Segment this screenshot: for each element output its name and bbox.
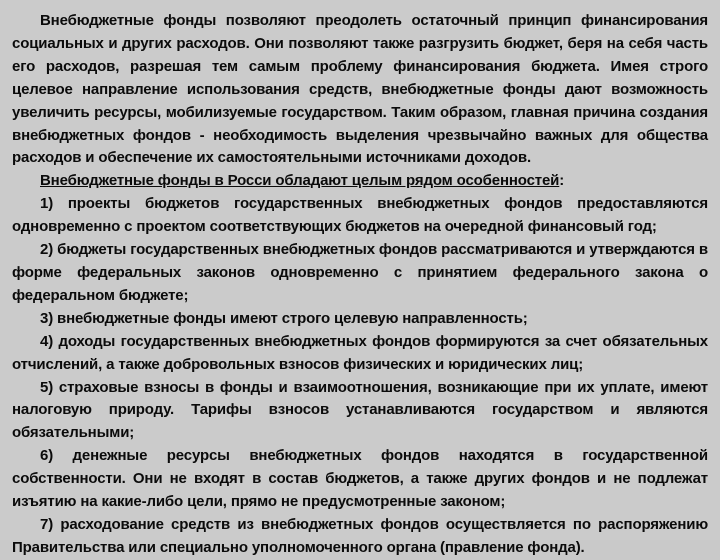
feature-item-5: 5) страховые взносы в фонды и взаимоотношения, возникающие при их уплате, имеют налоговую природу. Тарифы взносов устанавливаются государством и являются обязательными; [12, 378, 708, 442]
features-heading-text: Внебюджетные фонды в Росси обладают целым рядом особенностей [40, 172, 560, 190]
feature-item-2: 2) бюджеты государственных внебюджетных фондов рассматриваются и утверждаются в форме федеральных законов одновременно с принятием федерального закона о федеральном бюджете; [12, 241, 708, 304]
feature-item-6: 6) денежные ресурсы внебюджетных фондов находятся в государственной собственности. Они не входят в состав бюджетов, а также других фондов и не подлежат изъятию на какие-либо цели, прямо не предусмотренные законом; [12, 447, 708, 511]
features-heading [12, 170, 708, 193]
feature-item-4: 4) доходы государственных внебюджетных фондов формируются за счет обязательных отчислений, а также добровольных взносов физических и юридических лиц; [12, 332, 708, 373]
intro-paragraph: Внебюджетные фонды позволяют преодолеть остаточный принцип финансирования социальных и других расходов. Они позволяют также разгрузить бюджет, беря на себя часть его расходов, разрешая тем самым проблему финансирования бюджета. Имея строго целевое направление использования средств, внебюджетные фонды дают возможность увеличить ресурсы, мобилизуемые государством. Таким образом, главная причина создания внебюджетных фондов - необходимость выделения чрезвычайно важных для общества расходов и обеспечение их самостоятельными источниками доходов. [12, 12, 708, 167]
feature-item-3: 3) внебюджетные фонды имеют строго целевую направленность; [40, 309, 528, 327]
feature-item-7: 7) расходование средств из внебюджетных фондов осуществляется по распоряжению Правительства или специально уполномоченного органа (правление фонда). [12, 515, 708, 556]
feature-item-1: 1) проекты бюджетов государственных внебюджетных фондов предоставляются одновременно с проектом соответствующих бюджетов на очередной финансовый год; [12, 195, 708, 236]
features-heading-colon: : [559, 172, 565, 190]
